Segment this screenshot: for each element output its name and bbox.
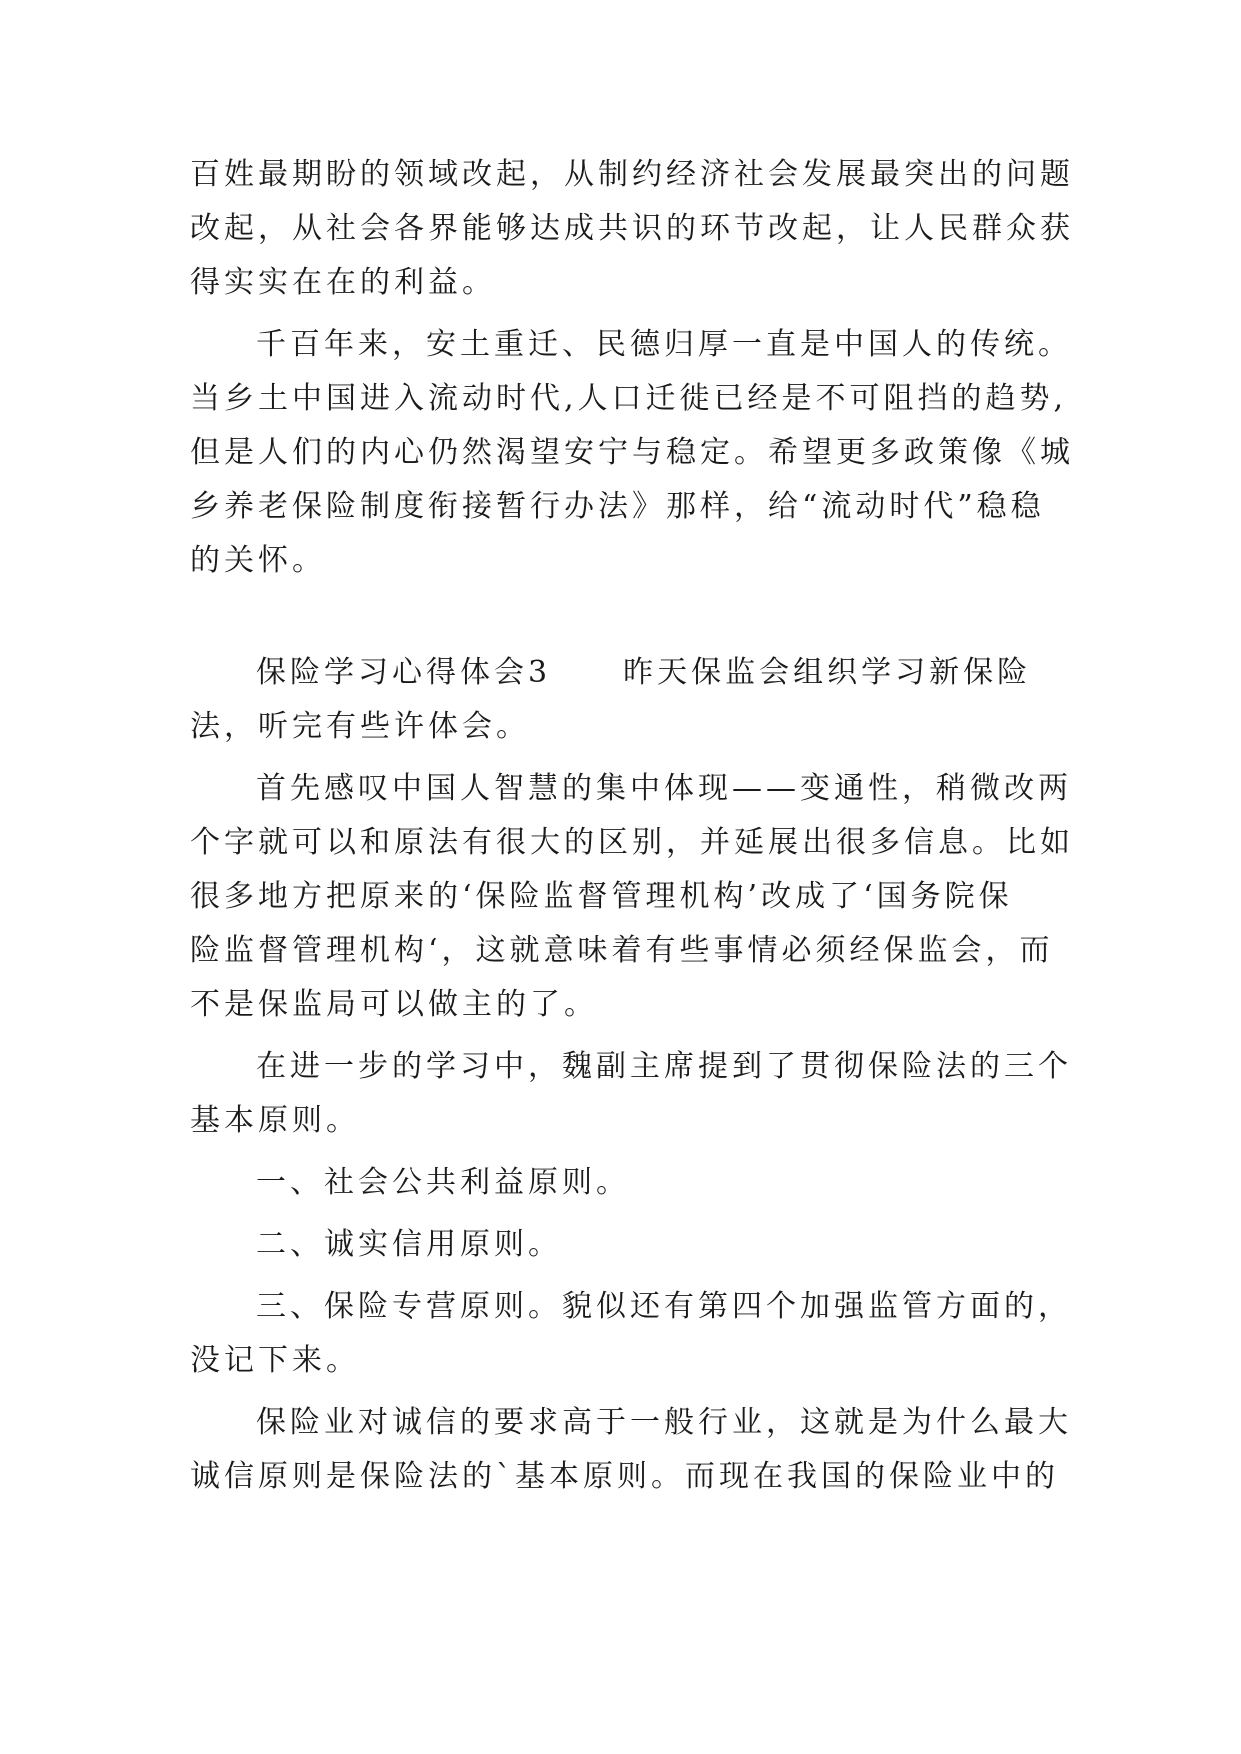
paragraph-1 xyxy=(190,148,1074,310)
paragraph-2 xyxy=(190,318,1074,588)
paragraph-line: 个字就可以和原法有很大的区别，并延展出很多信息。比如 xyxy=(190,825,1074,860)
paragraph-line: 二、诚实信用原则。 xyxy=(256,1227,562,1262)
section-title-line xyxy=(190,646,1050,700)
paragraph-5 xyxy=(190,1396,1072,1504)
paragraph-line: 乡养老保险制度衔接暂行办法》那样，给“流动时代”稳稳 xyxy=(190,489,1045,524)
principle-2 xyxy=(190,1218,1050,1272)
principle-3 xyxy=(190,1280,1072,1388)
paragraph-line: 三、保险专营原则。貌似还有第四个加强监管方面的， xyxy=(256,1289,1072,1324)
paragraph-line: 一、社会公共利益原则。 xyxy=(256,1165,630,1200)
paragraph-line: 保险业对诚信的要求高于一般行业，这就是为什么最大 xyxy=(256,1405,1072,1440)
paragraph-line: 法，听完有些许体会。 xyxy=(190,709,530,744)
paragraph-line: 首先感叹中国人智慧的集中体现——变通性，稍微改两 xyxy=(256,771,1072,806)
paragraph-3 xyxy=(190,762,1074,1032)
document-body xyxy=(190,148,1074,1504)
paragraph-line: 没记下来。 xyxy=(190,1343,360,1378)
paragraph-line: 很多地方把原来的‘保险监督管理机构’改成了‘国务院保 xyxy=(190,879,1013,914)
section-title: 保险学习心得体会3 xyxy=(256,655,552,690)
paragraph-line: 的关怀。 xyxy=(190,543,326,578)
paragraph-line: 改起，从社会各界能够达成共识的环节改起，让人民群众获 xyxy=(190,211,1074,246)
paragraph-line: 基本原则。 xyxy=(190,1103,360,1138)
paragraph-line: 得实实在在的利益。 xyxy=(190,265,496,300)
paragraph-line: 百姓最期盼的领域改起，从制约经济社会发展最突出的问题 xyxy=(190,157,1074,192)
paragraph-line: 在进一步的学习中，魏副主席提到了贯彻保险法的三个 xyxy=(256,1049,1072,1084)
section-title-continuation: 昨天保监会组织学习新保险 xyxy=(623,655,1032,690)
paragraph-4 xyxy=(190,1040,1072,1148)
paragraph-line: 险监督管理机构‘，这就意味着有些事情必须经保监会，而 xyxy=(190,933,1054,968)
paragraph-line: 当乡土中国进入流动时代,人口迁徙已经是不可阻挡的趋势, xyxy=(190,381,1068,416)
section-heading-paragraph xyxy=(190,646,1050,754)
paragraph-line: 千百年来，安土重迁、民德归厚一直是中国人的传统。 xyxy=(256,327,1072,362)
paragraph-line: 诚信原则是保险法的`基本原则。而现在我国的保险业中的 xyxy=(190,1459,1059,1494)
paragraph-line: 不是保监局可以做主的了。 xyxy=(190,987,598,1022)
principle-1 xyxy=(190,1156,1050,1210)
paragraph-line: 但是人们的内心仍然渴望安宁与稳定。希望更多政策像《城 xyxy=(190,435,1074,470)
